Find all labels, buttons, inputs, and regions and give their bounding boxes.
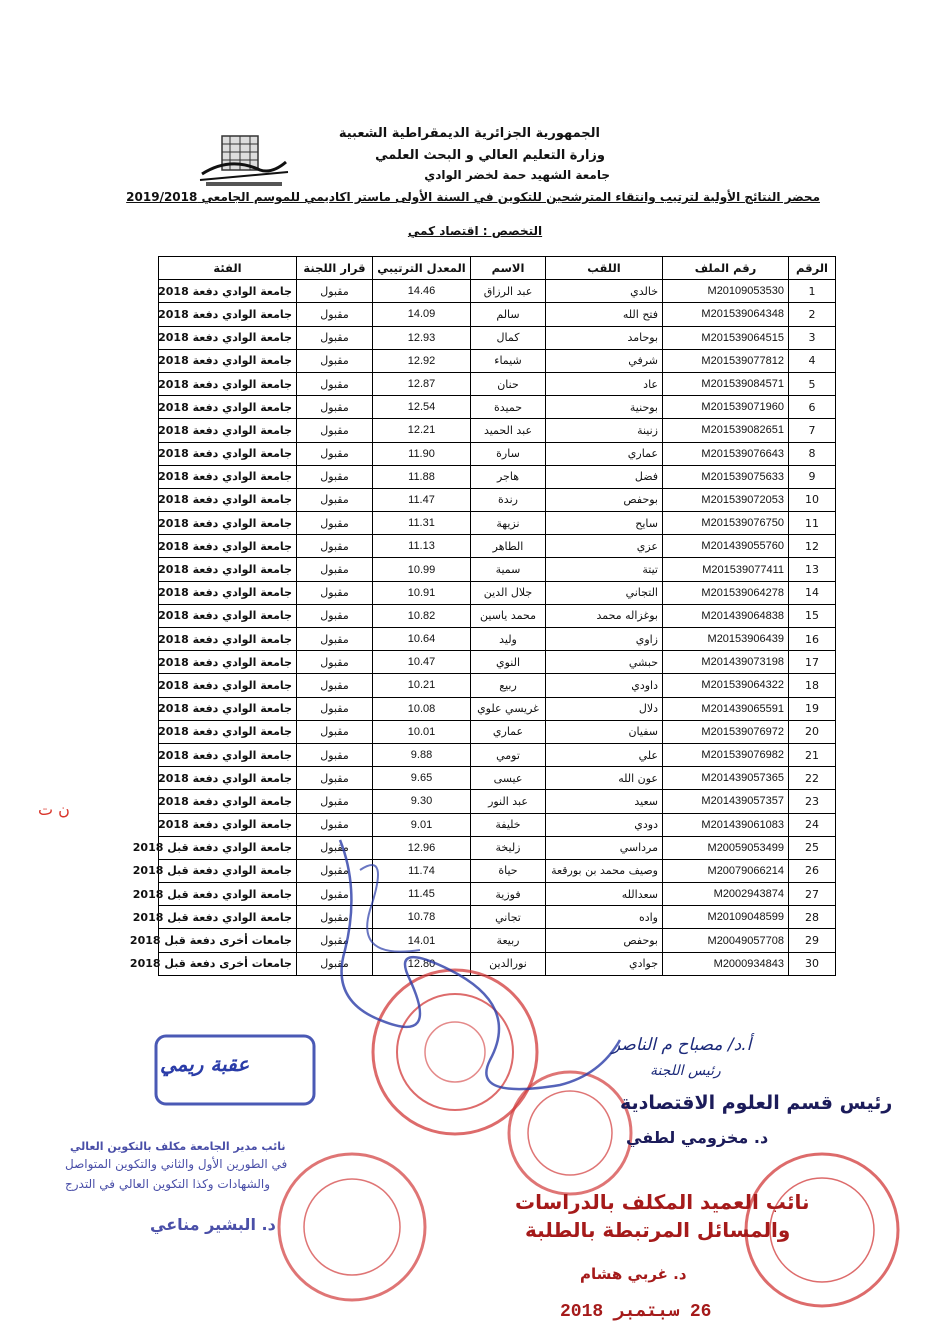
table-row (159, 581, 836, 604)
table-row (159, 628, 836, 651)
average-cell: 12.93 (373, 326, 471, 349)
row-number-cell: 2 (789, 303, 836, 326)
category-cell: جامعات أخرى دفعة قبل 2018 (159, 952, 297, 975)
category-cell: جامعة الوادي دفعة 2018 (159, 303, 297, 326)
category-cell: جامعة الوادي دفعة قبل 2018 (159, 859, 297, 882)
row-number-cell: 24 (789, 813, 836, 836)
decision-cell: مقبول (297, 604, 373, 627)
specialty-label: التخصص : اقتصاد كمي (407, 224, 543, 238)
category-cell: جامعة الوادي دفعة 2018 (159, 512, 297, 535)
col-header-lastname: اللقب (546, 257, 663, 280)
first-name-cell: محمد ياسين (471, 604, 546, 627)
last-name-cell: جوادي (546, 952, 663, 975)
row-number-cell: 27 (789, 883, 836, 906)
average-cell: 11.47 (373, 488, 471, 511)
average-cell: 11.88 (373, 465, 471, 488)
decision-cell: مقبول (297, 326, 373, 349)
first-name-cell: فوزية (471, 883, 546, 906)
last-name-cell: فضل (546, 465, 663, 488)
category-cell: جامعة الوادي دفعة 2018 (159, 604, 297, 627)
average-cell: 12.96 (373, 836, 471, 859)
category-cell: جامعة الوادي دفعة 2018 (159, 628, 297, 651)
decision-cell: مقبول (297, 836, 373, 859)
last-name-cell: حبشي (546, 651, 663, 674)
last-name-cell: زنينة (546, 419, 663, 442)
decision-cell: مقبول (297, 280, 373, 303)
first-name-cell: ربيع (471, 674, 546, 697)
last-name-cell: تيتة (546, 558, 663, 581)
decision-cell: مقبول (297, 883, 373, 906)
row-number-cell: 17 (789, 651, 836, 674)
first-name-cell: النوي (471, 651, 546, 674)
average-cell: 11.90 (373, 442, 471, 465)
decision-cell: مقبول (297, 743, 373, 766)
row-number-cell: 22 (789, 767, 836, 790)
last-name-cell: عماري (546, 442, 663, 465)
file-number-cell: M201539076750 (663, 512, 789, 535)
row-number-cell: 9 (789, 465, 836, 488)
table-row (159, 767, 836, 790)
average-cell: 9.88 (373, 743, 471, 766)
average-cell: 14.09 (373, 303, 471, 326)
row-number-cell: 5 (789, 372, 836, 395)
row-number-cell: 28 (789, 906, 836, 929)
file-number-cell: M201539084571 (663, 372, 789, 395)
table-row (159, 280, 836, 303)
file-number-cell: M201439064838 (663, 604, 789, 627)
category-cell: جامعة الوادي دفعة 2018 (159, 697, 297, 720)
last-name-cell: سعدالله (546, 883, 663, 906)
file-number-cell: M201539077812 (663, 349, 789, 372)
last-name-cell: وصيف محمد بن بورقعة (546, 859, 663, 882)
average-cell: 14.01 (373, 929, 471, 952)
first-name-cell: هاجر (471, 465, 546, 488)
vice-dean-name: د. غربي هشام (580, 1265, 687, 1283)
row-number-cell: 8 (789, 442, 836, 465)
decision-cell: مقبول (297, 859, 373, 882)
row-number-cell: 15 (789, 604, 836, 627)
file-number-cell: M201439073198 (663, 651, 789, 674)
category-cell: جامعة الوادي دفعة 2018 (159, 488, 297, 511)
last-name-cell: دلال (546, 697, 663, 720)
first-name-cell: نورالدين (471, 952, 546, 975)
committee-head-name: أ.د/ مصباح م الناصر (612, 1035, 752, 1055)
file-number-cell: M201539075633 (663, 465, 789, 488)
file-number-cell: M201539072053 (663, 488, 789, 511)
category-cell: جامعة الوادي دفعة قبل 2018 (159, 883, 297, 906)
row-number-cell: 11 (789, 512, 836, 535)
last-name-cell: بوحنية (546, 396, 663, 419)
category-cell: جامعة الوادي دفعة 2018 (159, 651, 297, 674)
average-cell: 12.92 (373, 349, 471, 372)
decision-cell: مقبول (297, 349, 373, 372)
file-number-cell: M201539076982 (663, 743, 789, 766)
decision-cell: مقبول (297, 303, 373, 326)
last-name-cell: بوغزاله محمد (546, 604, 663, 627)
col-header-decision: قرار اللجنة (297, 257, 373, 280)
table-row (159, 349, 836, 372)
university-name: جامعة الشهيد حمة لخضر الوادي (424, 168, 610, 182)
table-row (159, 720, 836, 743)
last-name-cell: واده (546, 906, 663, 929)
table-row (159, 396, 836, 419)
last-name-cell: سفيان (546, 720, 663, 743)
last-name-cell: بوحفص (546, 488, 663, 511)
category-cell: جامعة الوادي دفعة 2018 (159, 813, 297, 836)
first-name-cell: حميدة (471, 396, 546, 419)
vice-rector-title-1: نائب مدير الجامعة مكلف بالتكوين العالي (70, 1140, 286, 1153)
first-name-cell: عبد الحميد (471, 419, 546, 442)
average-cell: 10.78 (373, 906, 471, 929)
row-number-cell: 20 (789, 720, 836, 743)
file-number-cell: M201439057365 (663, 767, 789, 790)
decision-cell: مقبول (297, 906, 373, 929)
decision-cell: مقبول (297, 813, 373, 836)
row-number-cell: 6 (789, 396, 836, 419)
row-number-cell: 7 (789, 419, 836, 442)
table-row (159, 674, 836, 697)
table-row (159, 488, 836, 511)
category-cell: جامعة الوادي دفعة 2018 (159, 558, 297, 581)
category-cell: جامعة الوادي دفعة 2018 (159, 767, 297, 790)
category-cell: جامعة الوادي دفعة 2018 (159, 372, 297, 395)
col-header-average: المعدل الترتيبي (373, 257, 471, 280)
file-number-cell: M20153906439 (663, 628, 789, 651)
first-name-cell: تجاني (471, 906, 546, 929)
average-cell: 11.45 (373, 883, 471, 906)
category-cell: جامعة الوادي دفعة 2018 (159, 535, 297, 558)
first-name-cell: نزيهة (471, 512, 546, 535)
file-number-cell: M2002943874 (663, 883, 789, 906)
category-cell: جامعة الوادي دفعة قبل 2018 (159, 906, 297, 929)
decision-cell: مقبول (297, 767, 373, 790)
decision-cell: مقبول (297, 535, 373, 558)
last-name-cell: التجاني (546, 581, 663, 604)
file-number-cell: M20059053499 (663, 836, 789, 859)
first-name-cell: جلال الدين (471, 581, 546, 604)
row-number-cell: 13 (789, 558, 836, 581)
first-name-cell: سالم (471, 303, 546, 326)
row-number-cell: 23 (789, 790, 836, 813)
file-number-cell: M201439061083 (663, 813, 789, 836)
average-cell: 12.21 (373, 419, 471, 442)
decision-cell: مقبول (297, 697, 373, 720)
last-name-cell: فتح الله (546, 303, 663, 326)
first-name-cell: رندة (471, 488, 546, 511)
first-name-cell: كمال (471, 326, 546, 349)
col-header-category: الفئة (159, 257, 297, 280)
last-name-cell: عاد (546, 372, 663, 395)
file-number-cell: M201539076972 (663, 720, 789, 743)
first-name-cell: سمية (471, 558, 546, 581)
vice-rector-title-3: والشهادات وكذا التكوين العالي في التدرج (65, 1177, 271, 1191)
vice-rector-title-2: في الطورين الأول والثاني والتكوين المتواصل (65, 1157, 288, 1171)
decision-cell: مقبول (297, 952, 373, 975)
ministry-name: وزارة التعليم العالي و البحث العلمي (375, 148, 605, 163)
category-cell: جامعة الوادي دفعة 2018 (159, 419, 297, 442)
category-cell: جامعة الوادي دفعة قبل 2018 (159, 836, 297, 859)
decision-cell: مقبول (297, 465, 373, 488)
category-cell: جامعة الوادي دفعة 2018 (159, 720, 297, 743)
row-number-cell: 19 (789, 697, 836, 720)
average-cell: 9.65 (373, 767, 471, 790)
row-number-cell: 30 (789, 952, 836, 975)
decision-cell: مقبول (297, 442, 373, 465)
first-name-cell: عماري (471, 720, 546, 743)
row-number-cell: 26 (789, 859, 836, 882)
average-cell: 9.01 (373, 813, 471, 836)
row-number-cell: 3 (789, 326, 836, 349)
average-cell: 10.08 (373, 697, 471, 720)
table-row (159, 697, 836, 720)
file-number-cell: M201539076643 (663, 442, 789, 465)
file-number-cell: M201539064278 (663, 581, 789, 604)
decision-cell: مقبول (297, 651, 373, 674)
row-number-cell: 18 (789, 674, 836, 697)
table-row (159, 790, 836, 813)
average-cell: 10.91 (373, 581, 471, 604)
republic-name: الجمهورية الجزائرية الديمقراطية الشعبية (338, 126, 600, 141)
table-row (159, 604, 836, 627)
last-name-cell: شرفي (546, 349, 663, 372)
last-name-cell: سايح (546, 512, 663, 535)
last-name-cell: عون الله (546, 767, 663, 790)
document-title: محضر النتائج الأولية لترتيب وانتقاء المترشحين للتكوين في السنة الأولى ماستر اكاديمي للموسم الجامعي 2019/2018 (126, 190, 820, 204)
average-cell: 14.46 (373, 280, 471, 303)
decision-cell: مقبول (297, 581, 373, 604)
decision-cell: مقبول (297, 512, 373, 535)
average-cell: 10.64 (373, 628, 471, 651)
category-cell: جامعة الوادي دفعة 2018 (159, 396, 297, 419)
table-header-row (159, 257, 836, 280)
file-number-cell: M201439055760 (663, 535, 789, 558)
vice-rector-name: د. البشير مناعي (150, 1215, 276, 1234)
decision-cell: مقبول (297, 488, 373, 511)
first-name-cell: الطاهر (471, 535, 546, 558)
table-row (159, 465, 836, 488)
average-cell: 11.31 (373, 512, 471, 535)
last-name-cell: دودي (546, 813, 663, 836)
file-number-cell: M20049057708 (663, 929, 789, 952)
committee-head-title: رئيس اللجنة (650, 1063, 721, 1079)
table-row (159, 419, 836, 442)
last-name-cell: سعيد (546, 790, 663, 813)
table-row (159, 558, 836, 581)
signature-date: 26 سبتمبر 2018 (560, 1302, 712, 1322)
table-row (159, 743, 836, 766)
category-cell: جامعة الوادي دفعة 2018 (159, 465, 297, 488)
average-cell: 12.80 (373, 952, 471, 975)
average-cell: 10.99 (373, 558, 471, 581)
decision-cell: مقبول (297, 674, 373, 697)
file-number-cell: M2000934843 (663, 952, 789, 975)
category-cell: جامعة الوادي دفعة 2018 (159, 349, 297, 372)
category-cell: جامعة الوادي دفعة 2018 (159, 280, 297, 303)
category-cell: جامعة الوادي دفعة 2018 (159, 674, 297, 697)
average-cell: 11.13 (373, 535, 471, 558)
file-number-cell: M201539082651 (663, 419, 789, 442)
table-row (159, 442, 836, 465)
first-name-cell: عبد الرزاق (471, 280, 546, 303)
category-cell: جامعة الوادي دفعة 2018 (159, 790, 297, 813)
blue-signature-scribble (300, 830, 630, 1120)
category-cell: جامعة الوادي دفعة 2018 (159, 743, 297, 766)
average-cell: 10.01 (373, 720, 471, 743)
decision-cell: مقبول (297, 372, 373, 395)
decision-cell: مقبول (297, 396, 373, 419)
last-name-cell: خالدي (546, 280, 663, 303)
last-name-cell: بوحفص (546, 929, 663, 952)
first-name-cell: عبد النور (471, 790, 546, 813)
file-number-cell: M201439065591 (663, 697, 789, 720)
table-row (159, 326, 836, 349)
average-cell: 12.54 (373, 396, 471, 419)
row-number-cell: 16 (789, 628, 836, 651)
file-number-cell: M201539064348 (663, 303, 789, 326)
margin-mark: ﻥ ﺕ (38, 800, 70, 819)
category-cell: جامعة الوادي دفعة 2018 (159, 581, 297, 604)
last-name-cell: مرداسي (546, 836, 663, 859)
table-row (159, 372, 836, 395)
vice-dean-title-2: والمسائل المرتبطة بالطلبة (525, 1218, 791, 1242)
row-number-cell: 12 (789, 535, 836, 558)
category-cell: جامعة الوادي دفعة 2018 (159, 442, 297, 465)
file-number-cell: M201539064515 (663, 326, 789, 349)
row-number-cell: 21 (789, 743, 836, 766)
dept-head-title: رئيس قسم العلوم الاقتصادية (620, 1092, 893, 1114)
row-number-cell: 29 (789, 929, 836, 952)
first-name-cell: ربيعة (471, 929, 546, 952)
row-number-cell: 10 (789, 488, 836, 511)
average-cell: 9.30 (373, 790, 471, 813)
first-name-cell: سارة (471, 442, 546, 465)
row-number-cell: 4 (789, 349, 836, 372)
decision-cell: مقبول (297, 558, 373, 581)
category-cell: جامعة الوادي دفعة 2018 (159, 326, 297, 349)
decision-cell: مقبول (297, 628, 373, 651)
decision-cell: مقبول (297, 720, 373, 743)
category-cell: جامعات أخرى دفعة قبل 2018 (159, 929, 297, 952)
first-name-cell: وليد (471, 628, 546, 651)
average-cell: 11.74 (373, 859, 471, 882)
rectorate-stamp (275, 1150, 430, 1305)
first-name-cell: حياة (471, 859, 546, 882)
average-cell: 10.82 (373, 604, 471, 627)
file-number-cell: M201539077411 (663, 558, 789, 581)
first-name-cell: غريسي علوي (471, 697, 546, 720)
row-number-cell: 25 (789, 836, 836, 859)
file-number-cell: M20079066214 (663, 859, 789, 882)
first-name-cell: حنان (471, 372, 546, 395)
file-number-cell: M20109048599 (663, 906, 789, 929)
last-name-cell: علي (546, 743, 663, 766)
file-number-cell: M201539064322 (663, 674, 789, 697)
last-name-cell: داودي (546, 674, 663, 697)
file-number-cell: M201439057357 (663, 790, 789, 813)
decision-cell: مقبول (297, 790, 373, 813)
dean-name: عقبة ريمي (160, 1052, 250, 1076)
first-name-cell: عيسى (471, 767, 546, 790)
file-number-cell: M201539071960 (663, 396, 789, 419)
vice-dean-title-1: نائب العميد المكلف بالدراسات (515, 1190, 810, 1214)
decision-cell: مقبول (297, 419, 373, 442)
row-number-cell: 1 (789, 280, 836, 303)
average-cell: 10.47 (373, 651, 471, 674)
university-logo (200, 130, 288, 192)
last-name-cell: زاوي (546, 628, 663, 651)
table-row (159, 512, 836, 535)
average-cell: 12.87 (373, 372, 471, 395)
dept-head-name: د. مخزومي لطفي (626, 1128, 769, 1147)
file-number-cell: M20109053530 (663, 280, 789, 303)
col-header-number: الرقم (789, 257, 836, 280)
table-row (159, 651, 836, 674)
first-name-cell: زليخة (471, 836, 546, 859)
row-number-cell: 14 (789, 581, 836, 604)
first-name-cell: خليفة (471, 813, 546, 836)
col-header-file: رقم الملف (663, 257, 789, 280)
last-name-cell: بوحامد (546, 326, 663, 349)
table-row (159, 535, 836, 558)
first-name-cell: تومي (471, 743, 546, 766)
col-header-firstname: الاسم (471, 257, 546, 280)
table-row (159, 303, 836, 326)
decision-cell: مقبول (297, 929, 373, 952)
last-name-cell: عزي (546, 535, 663, 558)
first-name-cell: شيماء (471, 349, 546, 372)
average-cell: 10.21 (373, 674, 471, 697)
